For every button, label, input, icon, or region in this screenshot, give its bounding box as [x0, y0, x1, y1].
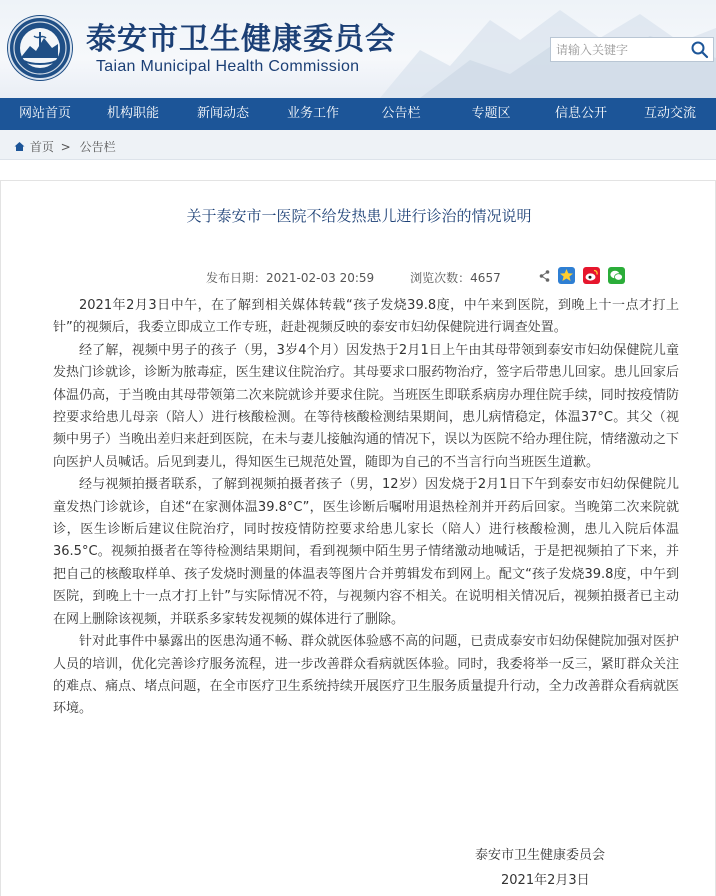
search-box: [550, 37, 714, 62]
wechat-icon[interactable]: [608, 267, 625, 288]
article-paragraph: 经与视频拍摄者联系，了解到视频拍摄者孩子（男，12岁）因发烧于2月1日下午到泰安市妇幼保健院儿童发热门诊就诊，自述“在家测体温39.8°C”，医生诊断后嘱咐用退热栓剂并开药后回家。当晚第二次来院就诊，医生诊断后建议住院治疗，同时按疫情防控要求给患儿家长（陪人）进行核酸检测，患儿入院后体温36.5°C。视频拍摄者在等待检测结果期间，看到视频中陌生男子情绪激动地喊话，于是把视频拍了下来，并把自己的核酸取样单、孩子发烧时测量的体温表等图片合并剪辑发布到网上。配文“孩子发烧39.8度，中午到医院，到晚上十一点才打上针”与实际情况不符，与视频内容不相关。在说明相关情况后，视频拍摄者已主动在网上删除该视频，并联系多家转发视频的媒体进行了删除。: [53, 477, 679, 627]
publish-label: 发布日期：: [206, 271, 267, 285]
article-title: 关于泰安市一医院不给发热患儿进行诊治的情况说明: [186, 207, 532, 225]
commission-emblem-icon: [8, 16, 72, 80]
share-icon[interactable]: [539, 268, 550, 287]
site-name-en: Taian Municipal Health Commission: [96, 58, 360, 75]
article-meta: [206, 269, 505, 286]
signature-organization: 泰安市卫生健康委员会: [475, 848, 606, 863]
nav-item-bulletin[interactable]: 公告栏: [381, 106, 421, 121]
breadcrumb: [0, 130, 716, 160]
search-input[interactable]: [551, 38, 691, 61]
breadcrumb-home-link[interactable]: 首页: [29, 140, 54, 154]
nav-item-business[interactable]: 业务工作: [286, 106, 339, 121]
signature-date: 2021年2月3日: [501, 873, 590, 888]
home-icon: [14, 141, 25, 152]
article-paragraph: 经了解，视频中男子的孩子（男，3岁4个月）因发热于2月1日上午由其母带领到泰安市妇幼保健院儿童发热门诊就诊，诊断为脓毒症，医生建议住院治疗。其母要求口服药物治疗，签字后带患儿回家。患儿回家后体温仍高，于当晚由其母带领第二次来院就诊并要求住院。当班医生即联系病房办理住院手续，同时按疫情防控要求给患儿母亲（陪人）进行核酸检测。在等待核酸检测结果期间，患儿病情稳定，体温37°C。其父（视频中男子）当晚出差归来赶到医院，在未与妻儿接触沟通的情况下，误以为医院不给办理住院，情绪激动之下向医护人员喊话。后见到妻儿，得知医生已规范处置，随即为自己的不当言行向当班医生道歉。: [53, 342, 679, 470]
breadcrumb-current[interactable]: 公告栏: [79, 140, 116, 154]
qzone-icon[interactable]: [558, 267, 575, 288]
article-paragraph: 2021年2月3日中午，在了解到相关媒体转载“孩子发烧39.8度，中午来到医院，到晚上十一点才打上针”的视频后，我委立即成立工作专班，赶赴视频反映的泰安市妇幼保健院进行调查处置。: [53, 298, 679, 336]
site-name-cn: 泰安市卫生健康委员会: [86, 22, 396, 57]
views-label: 浏览次数：: [410, 271, 471, 285]
nav-item-home[interactable]: 网站首页: [18, 106, 71, 121]
article-body: [53, 295, 679, 721]
share-bar: [539, 267, 628, 285]
weibo-icon[interactable]: [583, 267, 600, 288]
nav-item-functions[interactable]: 机构职能: [106, 106, 159, 121]
main-nav: [0, 98, 716, 130]
article-container: [0, 180, 716, 896]
views-count: 4657: [470, 271, 501, 285]
nav-item-news[interactable]: 新闻动态: [196, 106, 249, 121]
nav-item-topics[interactable]: 专题区: [471, 106, 511, 121]
publish-time: 2021-02-03 20:59: [266, 271, 375, 285]
search-icon[interactable]: [689, 39, 711, 60]
nav-item-interaction[interactable]: 互动交流: [643, 106, 696, 121]
site-header: [0, 0, 716, 98]
article-paragraph: 针对此事件中暴露出的医患沟通不畅、群众就医体验感不高的问题，已责成泰安市妇幼保健院加强对医护人员的培训，优化完善诊疗服务流程，进一步改善群众看病就医体验。同时，我委将举一反三，紧盯群众关注的难点、痛点、堵点问题，在全市医疗卫生系统持续开展医疗卫生服务质量提升行动，全力改善群众看病就医环境。: [53, 634, 679, 717]
breadcrumb-separator: >: [60, 139, 71, 154]
nav-item-info-disclosure[interactable]: 信息公开: [554, 106, 607, 121]
